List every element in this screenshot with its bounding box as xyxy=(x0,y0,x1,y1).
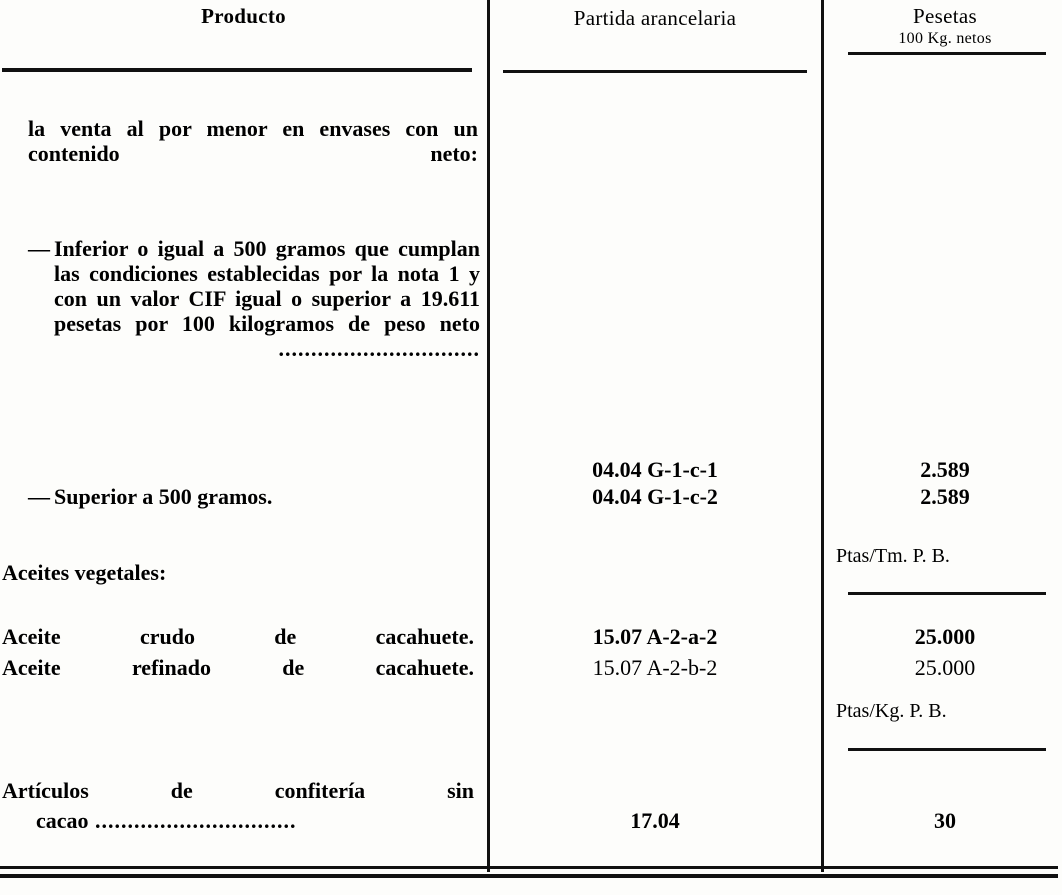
row-value: 30 xyxy=(934,808,956,833)
intro-paragraph: la venta al por menor en envases con un contenido neto: xyxy=(28,116,478,166)
row-tariff-code: 15.07 A-2-b-2 xyxy=(592,655,718,680)
row-product-text-cont: cacao xyxy=(36,808,89,833)
row-value: 2.589 xyxy=(920,457,970,482)
unit-note-rule-2 xyxy=(848,748,1046,751)
header-pesetas: Pesetas xyxy=(913,4,977,28)
row-leader-dots: ............................... xyxy=(278,336,480,361)
header-pesetas-sub: 100 Kg. netos xyxy=(898,30,992,47)
table-row xyxy=(28,236,480,361)
row-tariff-code: 15.07 A-2-a-2 xyxy=(592,624,718,649)
row-leader-dots: ............................... xyxy=(88,808,297,833)
bottom-rule-thin xyxy=(0,866,1058,869)
table-row xyxy=(28,484,480,509)
bottom-rule-thick xyxy=(0,874,1058,878)
row-product-text: Artículos de confitería sin xyxy=(2,778,474,803)
row-value: 25.000 xyxy=(914,655,976,680)
confectionery-second-line xyxy=(2,808,474,833)
column-divider-left xyxy=(487,0,490,872)
row-product-text: Aceite refinado de cacahuete. xyxy=(2,655,474,680)
section-heading-oils: Aceites vegetales: xyxy=(2,560,167,585)
row-product-text: Aceite crudo de cacahuete. xyxy=(2,624,474,649)
unit-note-ptas-tm: Ptas/Tm. P. B. xyxy=(836,545,950,567)
header-rule-product xyxy=(2,68,472,72)
column-divider-right xyxy=(821,0,824,872)
dash-marker: — xyxy=(28,236,50,261)
unit-note-ptas-kg: Ptas/Kg. P. B. xyxy=(836,700,947,722)
row-product-text: Inferior o igual a 500 gramos que cumplan las condiciones establecidas por la nota 1 y con un valor CIF igual o superior a 19.611 pesetas por 100 kilogramos de peso neto xyxy=(54,236,480,336)
row-tariff-code: 04.04 G-1-c-2 xyxy=(592,484,718,509)
dash-marker: — xyxy=(28,484,50,509)
header-rule-tariff xyxy=(503,70,807,73)
row-tariff-code: 17.04 xyxy=(630,808,680,833)
row-product-text: Superior a 500 gramos. xyxy=(54,484,273,509)
row-value: 2.589 xyxy=(920,484,970,509)
header-product: Producto xyxy=(201,4,286,28)
row-tariff-code: 04.04 G-1-c-1 xyxy=(592,457,718,482)
header-tariff: Partida arancelaria xyxy=(573,6,737,30)
row-value: 25.000 xyxy=(914,624,976,649)
header-rule-pesetas xyxy=(848,52,1046,55)
unit-note-rule-1 xyxy=(848,592,1046,595)
